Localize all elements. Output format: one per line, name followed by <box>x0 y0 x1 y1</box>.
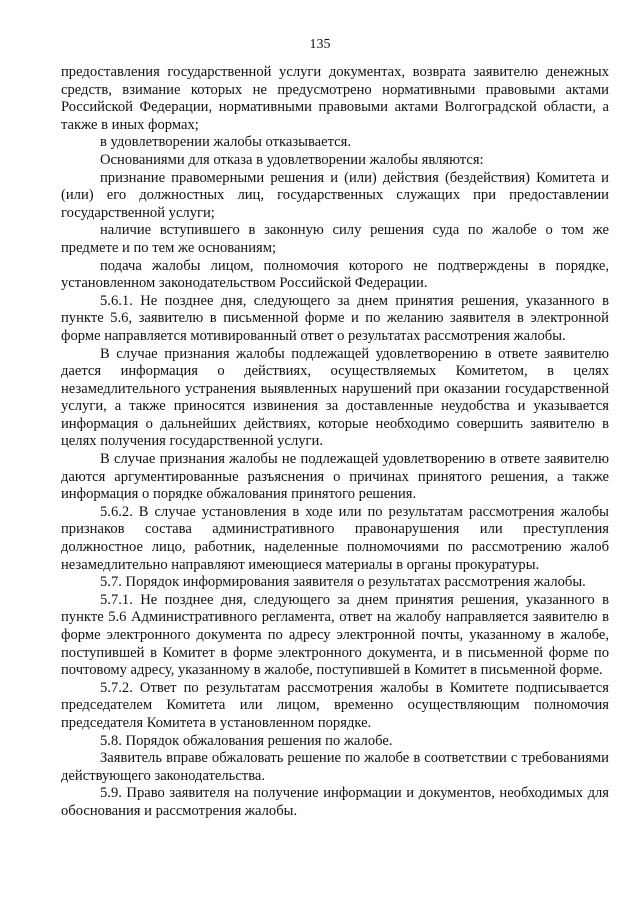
paragraph: подача жалобы лицом, полномочия которого не подтверждены в порядке, установленном законодательством Российской Федерации. <box>61 257 609 292</box>
paragraph: 5.9. Право заявителя на получение информации и документов, необходимых для обоснования и рассмотрения жалобы. <box>61 785 609 819</box>
paragraph: предоставления государственной услуги документах, возврата заявителю денежных средств, взимание которых не предусмотрено нормативными правовыми актами Российской Федерации, нормативными правовыми актами Волгоградской области, а также в иных формах; <box>61 64 609 133</box>
page-number: 135 <box>309 37 331 52</box>
paragraph: 5.8. Порядок обжалования решения по жалобе. <box>100 732 393 749</box>
paragraph: Основаниями для отказа в удовлетворении жалобы являются: <box>100 151 484 168</box>
paragraph: 5.6.2. В случае установления в ходе или по результатам рассмотрения жалобы признаков состава административного правонарушения или преступления должностное лицо, работник, наделенные полномочиями по рассмотрению жалоб незамедлительно направляют имеющиеся материалы в органы прокуратуры. <box>61 503 609 573</box>
paragraph: В случае признания жалобы не подлежащей удовлетворению в ответе заявителю даются аргументированные разъяснения о причинах принятого решения, а также информация о порядке обжалования принятого решения. <box>61 451 609 503</box>
paragraph: В случае признания жалобы подлежащей удовлетворению в ответе заявителю дается информация о действиях, осуществляемых Комитетом, в целях незамедлительного устранения выявленных нарушений при оказании государственной услуги, а также приносятся извинения за доставленные неудобства и указывается информация о дальнейших действиях, которые необходимо совершить заявителю в целях получения государственной услуги. <box>61 345 609 450</box>
paragraph: Заявитель вправе обжаловать решение по жалобе в соответствии с требованиями действующего законодательства. <box>61 750 609 784</box>
paragraph: 5.7. Порядок информирования заявителя о результатах рассмотрения жалобы. <box>100 574 586 591</box>
paragraph: 5.6.1. Не позднее дня, следующего за днем принятия решения, указанного в пункте 5.6, заявителю в письменной форме и по желанию заявителя в электронной форме направляется мотивированный ответ о результатах рассмотрения жалобы. <box>61 292 609 344</box>
paragraph: 5.7.1. Не позднее дня, следующего за днем принятия решения, указанного в пункте 5.6 Административного регламента, ответ на жалобу направляется заявителю в форме электронного документа по адресу электронной почты, указанному в жалобе, поступившей в Комитет в форме электронного документа, и в письменной форме по почтовому адресу, указанному в жалобе, поступившей в Комитет в письменной форме. <box>61 591 609 679</box>
paragraph: признание правомерными решения и (или) действия (бездействия) Комитета и (или) его должностных лиц, государственных служащих при предоставлении государственной услуги; <box>61 169 609 221</box>
paragraph: 5.7.2. Ответ по результатам рассмотрения жалобы в Комитете подписывается председателем Комитета или лицом, временно осуществляющим полномочия председателя Комитета в установленном порядке. <box>61 679 609 731</box>
paragraph: в удовлетворении жалобы отказывается. <box>100 134 352 151</box>
document-body <box>61 64 609 821</box>
paragraph: наличие вступившего в законную силу решения суда по жалобе о том же предмете и по тем же основаниям; <box>61 222 609 256</box>
